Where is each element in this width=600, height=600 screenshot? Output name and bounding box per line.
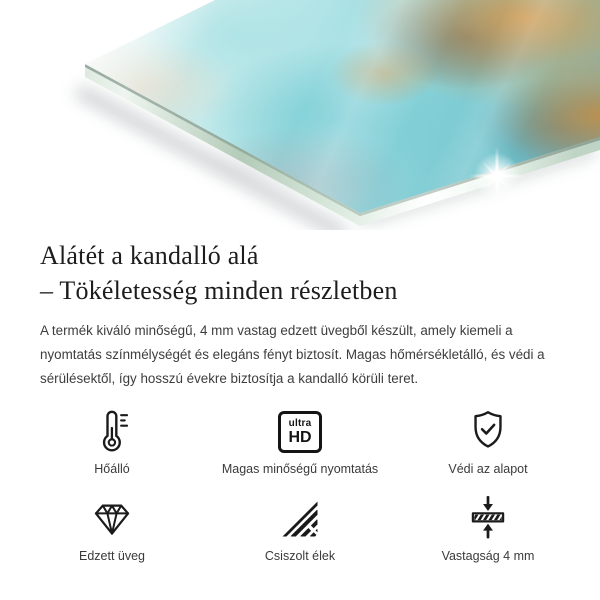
ultra-hd-icon-text-top: ultra [288,417,312,429]
feature-label: Vastagság 4 mm [441,549,535,563]
features-grid [18,406,582,564]
ultra-hd-icon [278,411,322,453]
feature-print-quality [206,406,394,477]
title-line-1: Alátét a kandalló alá [40,241,259,270]
feature-protects-base [394,406,582,477]
title-line-2: – Tökéletesség minden részletben [40,276,398,305]
product-description: A termék kiváló minőségű, 4 mm vastag edzett üvegből készült, amely kiemeli a nyomtatás színmélységét és elegáns fényt biztosít. Magas hőmérsékletálló, és védi a sérülésektől, így hosszú évekre biztosítja a kandalló körüli teret. [40,323,545,386]
thermometer-icon [89,407,135,453]
section-title [40,238,600,308]
shield-check-icon [465,407,511,453]
feature-label: Csiszolt élek [264,549,336,563]
feature-label: Magas minőségű nyomtatás [221,462,379,476]
diamond-icon [88,496,136,540]
feature-polished-edges [206,493,394,564]
feature-label: Védi az alapot [448,462,528,476]
feature-label: Hőálló [94,462,130,476]
polished-edges-icon [278,498,322,540]
feature-tempered-glass [18,493,206,564]
feature-thickness [394,493,582,564]
feature-label: Edzett üveg [78,549,145,563]
thickness-icon [466,494,510,540]
ultra-hd-icon-text-bottom: HD [288,428,312,446]
product-image [0,0,600,230]
feature-heat-resistant [18,406,206,477]
